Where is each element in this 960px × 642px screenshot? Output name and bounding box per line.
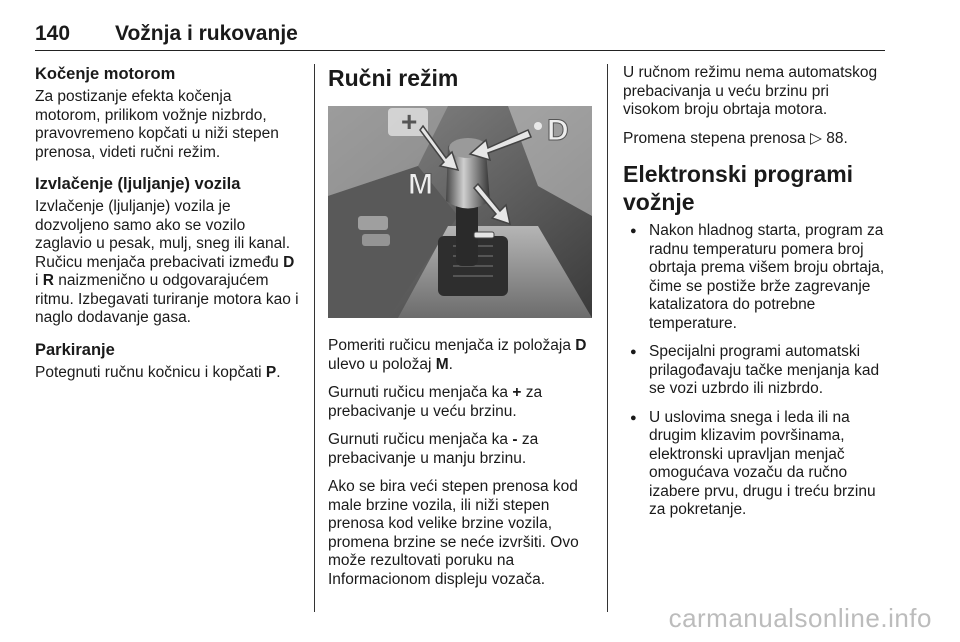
section-parking-text: Potegnuti ručnu kočnicu i kopčati P.: [35, 363, 281, 381]
column-divider-2: [607, 64, 608, 612]
electronic-programs-title: Elektronski programi vožnje: [623, 161, 854, 215]
column-1: [35, 64, 300, 392]
manual-mode-p3: Gurnuti ručicu menjača ka - za prebacivanje u manju brzinu.: [328, 431, 539, 467]
page-ref-arrow-icon: ▷: [809, 129, 822, 147]
minus-symbol: [474, 232, 494, 238]
page-ref-link[interactable]: 88: [826, 129, 844, 147]
section-rocking-text: Izvlačenje (ljuljanje) vozila je dozvoljeno samo ako se vozilo zaglavio u pesak, mulj, sneg ili kanal. Ručicu menjača prebacivati između D i R naizmenično u odgovarajućem ritmu. Izbegavati turiranje motora kao i naglo dodavanje gasa.: [35, 198, 299, 326]
manual-mode-note: U ručnom režimu nema automatskog prebacivanja u veću brzinu pri visokom broju obrtaja motora.: [623, 64, 878, 118]
manual-mode-p2: Gurnuti ručicu menjača ka + za prebacivanje u veću brzinu.: [328, 384, 543, 420]
plus-label: +: [401, 106, 418, 137]
manual-mode-title: Ručni režim: [328, 65, 459, 91]
chapter-title: Vožnja i rukovanje: [115, 22, 298, 45]
manual-mode-p4: Ako se bira veći stepen prenosa kod male brzine vozila, ili niži stepen prenosa kod velike brzine vozila, promena brzine se neće izvršiti. Ovo može rezultovati poruku na Informacionom displeju vozača.: [328, 478, 579, 588]
D-label: D: [547, 114, 569, 147]
column-2: [328, 64, 593, 599]
page-number: 140: [35, 22, 71, 45]
section-rocking-title: Izvlačenje (ljuljanje) vozila: [35, 175, 241, 193]
section-engine-braking-text: Za postizanje efekta kočenja motorom, prilikom vožnje nizbrdo, pravovremeno kopčati u niži stepen prenosa, videti ručni režim.: [35, 88, 279, 161]
section-engine-braking-title: Kočenje motorom: [35, 65, 176, 83]
list-item: ● Specijalni programi automatski prilagođavaju tačke menjanja kad se vozi uzbrdo ili nizbrdo.: [623, 343, 888, 399]
list-item: ● U uslovima snega i leda ili na drugim klizavim površinama, elektronski upravljan menjač omogućava vozaču da ručno izabere prvu, drugu i treću brzinu za pokretanje.: [623, 409, 888, 520]
M-label: M: [408, 168, 433, 201]
electronic-programs-list: [623, 222, 888, 520]
column-3: [623, 64, 888, 530]
gear-lever-illustration: [328, 106, 592, 318]
list-item: ● Nakon hladnog starta, program za radnu temperaturu pomera broj obrtaja prema višem broju obrtaja, čime se postiže brže zagrevanje katalizatora do potrebne temperature.: [623, 222, 888, 333]
page-header: [35, 22, 885, 51]
gear-change-reference: Promena stepena prenosa ▷ 88.: [623, 129, 848, 147]
manual-mode-p1: Pomeriti ručicu menjača iz položaja D ulevo u položaj M.: [328, 337, 587, 373]
column-divider-1: [314, 64, 315, 612]
watermark: carmanualsonline.info: [668, 603, 932, 633]
section-parking-title: Parkiranje: [35, 340, 115, 359]
